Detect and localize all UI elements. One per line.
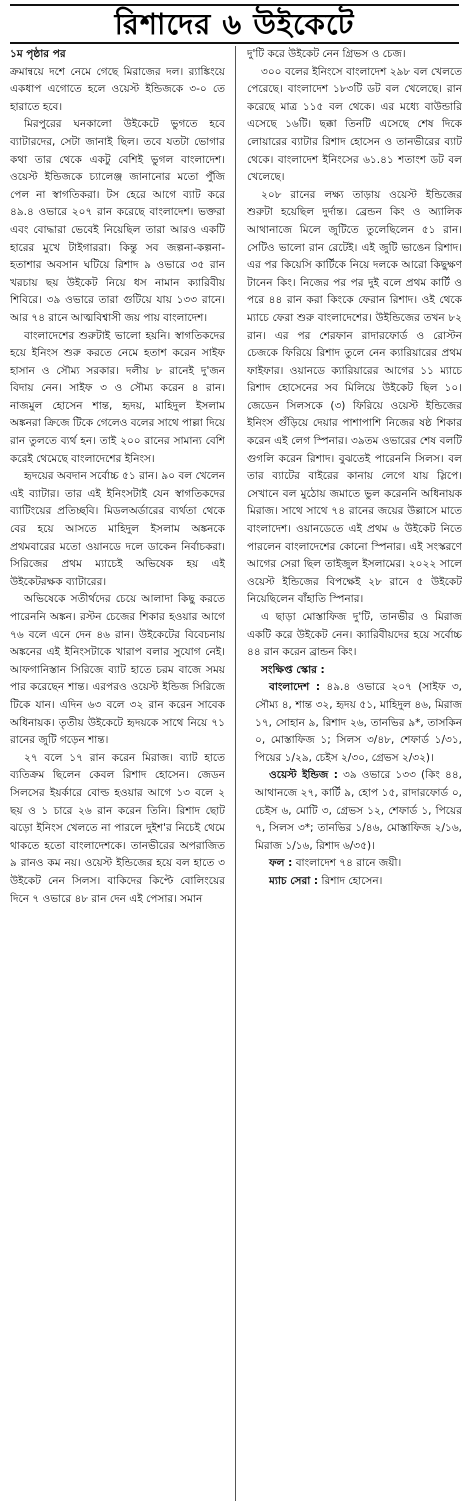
article-paragraph: এ ছাড়া মোস্তাফিজ দু'টি, তানভীর ও মিরাজ একটি করে উইকেট নেন। ক্যারিবীয়দের হয়ে সর্বোচ্চ ৪৪ রান করেন ব্রান্ডন কিং।: [247, 611, 462, 659]
column-divider: [235, 46, 236, 1501]
paragraph-text: ক্রমান্বয়ে দশে নেমে গেছে মিরাজের দল। র‍্যাঙ্কিংয়ে একধাপ এগোতে হলে ওয়েস্ট ইন্ডিজকে ৩-০ তে হারাতে হবে।: [10, 65, 225, 113]
scorecard-result: [247, 855, 462, 873]
result-label: ফল :: [269, 857, 293, 870]
article-column-left: [10, 46, 225, 1501]
team-name: ওয়েস্ট ইন্ডিজ :: [269, 769, 338, 782]
scorecard-westindies: [247, 767, 462, 855]
article-paragraph: অভিষেকে সতীর্থদের চেয়ে আলাদা কিছু করতে পারেননি অঙ্কন। রস্টন চেজের শিকার হওয়ার আগে ৭৬ বলে এনে দেন ৪৬ রান। উইকেটের বিবেচনায় অঙ্কনের এই ইনিংসটাকে খারাপ বলার সুযোগ নেই। আফগানিস্তান সিরিজে ব্যাট হাতে চরম বাজে সময় পার করেছেন শান্ত। এরপরও ওয়েস্ট ইন্ডিজ সিরিজে টিকে যান। এদিন ৬৩ বলে ৩২ রান করেন সাবেক অধিনায়ক। তৃতীয় উইকেটে হৃদয়কে সাথে নিয়ে ৭১ রানের জুটি গড়েন শান্ত।: [10, 593, 225, 747]
headline: রিশাদের ৬ উইকেটে: [10, 4, 459, 44]
article-column-right: [247, 46, 462, 1501]
scorecard-bangladesh: [247, 679, 462, 767]
article-paragraph: [10, 46, 225, 116]
article-paragraph: দু'টি করে উইকেট নেন গ্রিভস ও চেজ।: [247, 48, 406, 60]
article-paragraph: মিরপুরের ঘনকালো উইকেটে ভুগতে হবে ব্যাটারদের, সেটা জানাই ছিল। তবে যতটা ভোগার কথা তার থেকে একটু বেশিই ভুগল বাংলাদেশ। ওয়েস্ট ইন্ডিজকে চ্যালেঞ্জ জানানোর মতো পুঁজি পেল না স্বাগতিকরা। টস হেরে আগে ব্যাট করে ৪৯.৪ ওভারে ২০৭ রান করেছে বাংলাদেশ। ভক্তরা এবং বোদ্ধারা ভেবেই নিয়েছিল তারা আরও একটি হারের মুখে টাইগাররা। কিন্তু সব জল্পনা-কল্পনা-হতাশার অবসান ঘটিয়ে রিশাদ ৯ ওভারে ৩৫ রান খরচায় ছয় উইকেট নিয়ে ধস নামান ক্যারিবীয় শিবিরে। ৩৯ ওভারে তারা গুটিয়ে যায় ১৩৩ রানে। আর ৭৪ রানে আত্মবিশ্বাসী জয় পায় বাংলাদেশ।: [10, 118, 225, 324]
article-paragraph: বাংলাদেশের শুরুটাই ভালো হয়নি। স্বাগতিকদের হয়ে ইনিংস শুরু করতে নেমে হতাশ করেন সাইফ হাসান ও সৌম্য সরকার। দলীয় ৮ রানেই দু'জন বিদায় নেন। সাইফ ৩ ও সৌম্য করেন ৪ রান। নাজমুল হোসেন শান্ত, হৃদয়, মাহিদুল ইসলাম অঙ্কনরা ক্রিজে টিকে গেলেও বলের সাথে পাল্লা দিয়ে রান তুলতে ব্যর্থ হন। তাই ২০০ রানের সামান্য বেশি করেই থেমেছে বাংলাদেশের ইনিংস।: [10, 329, 225, 465]
article-paragraph: ২৭ বলে ১৭ রান করেন মিরাজ। ব্যাট হাতে ব্যতিক্রম ছিলেন কেবল রিশাদ হোসেন। জেডন সিলসের ইয়র্কারে বোল্ড হওয়ার আগে ১৩ বলে ২ ছয় ও ১ চারে ২৬ রান করেন তিনি। রিশাদ ছোট ঝড়ো ইনিংস খেলতে না পারলে দুইশ'র নিচেই থেমে থাকতে হতো বাংলাদেশকে। তানভীরের অপরাজিত ৯ রানও কম নয়। ওয়েস্ট ইন্ডিজের হয়ে বল হাতে ৩ উইকেট নেন সিলস। বাকিদের কিপ্টে বোলিংয়ের দিনে ৭ ওভারে ৪৮ রান দেন এই পেসার। সমান: [10, 751, 225, 905]
article-paragraph: হৃদয়ের অবদান সর্বোচ্চ ৫১ রান। ৯০ বল খেলেন এই ব্যাটার। তার এই ইনিংসটাই যেন স্বাগতিকদের ব্যাটিংয়ের প্রতিচ্ছবি। মিডলঅর্ডারের ব্যর্থতা থেকে বের হয়ে আসতে মাহিদুল ইসলাম অঙ্কনকে প্রথমবারের মতো ওয়ানডে দলে ডাকেন নির্বাচকরা। সিরিজের প্রথম ম্যাচেই অভিষেক হয় এই উইকেটরক্ষক ব্যাটারের।: [10, 470, 225, 588]
mom-label: ম্যাচ সেরা :: [269, 874, 319, 887]
mom-text: রিশাদ হোসেন।: [321, 874, 383, 887]
team-score-text: ৩৯ ওভারে ১৩৩ (কিং ৪৪, আথানজে ২৭, কার্টি ৯, হোপ ১৫, রাদারফোর্ড ০, চেইস ৬, মোটি ৩, গ্রেভস ১২, শেফার্ড ১, পিয়ের ৭, সিলস ৩*; তানভির ১/৪৬, মোস্তাফিজ ২/১৬, মিরাজ ১/১৬, রিশাদ ৬/৩৫)।: [255, 769, 462, 852]
team-score-text: ৪৯.৪ ওভারে ২০৭ (সাইফ ৩, সৌম্য ৪, শান্ত ৩২, হৃদয় ৫১, মাহিদুল ৪৬, মিরাজ ১৭, সোহান ৯, রিশাদ ২৬, তানভির ৯*, তাসকিন ০, মোস্তাফিজ ১; সিলস ৩/৪৮, শেফার্ড ১/৩১, পিয়ের ১/২৯, চেইস ২/৩০, গ্রেভস ২/৩২)।: [255, 681, 462, 764]
scorecard-heading: সংক্ষিপ্ত স্কোর :: [261, 663, 325, 676]
article-paragraph: ২০৮ রানের লক্ষ্য তাড়ায় ওয়েস্ট ইন্ডিজের শুরুটা হয়েছিল দুর্দান্ত। ব্রেন্ডন কিং ও অ্যালিক আথানাজে মিলে জুটিতে তুলেছিলেন ৫১ রান। সেটিও ভালো রান রেটেই। এই জুটি ভাঙেন রিশাদ। এর পর কিয়েসি কার্টিকে নিয়ে দলকে আরো কিছুক্ষণ টানেন কিং। নিজের পর পর দুই বলে প্রথম কার্টি ও পরে ৪৪ রান করা কিংকে ফেরান রিশাদ। ওই থেকে ম্যাচে ফেরা শুরু বাংলাদেশের। উইন্ডিজের তখন ৮২ রান। এর পর শেরফান রাদারফোর্ড ও রোস্টন চেজকে ফিরিয়ে রিশাদ তুলে নেন ক্যারিয়ারের প্রথম ফাইফার। ওয়ানডে ক্যারিয়ারের আগের ১১ ম্যাচে রিশাদ হোসেনের সব মিলিয়ে উইকেট ছিল ১০। জেডেন সিলসকে (৩) ফিরিয়ে ওয়েস্ট ইন্ডিজের ইনিংস গুঁড়িয়ে দেয়ার পাশাপাশি নিজের ষষ্ঠ শিকার করেন এই লেগ স্পিনার। ৩৯তম ওভারের শেষ বলটি গুগলি করেন রিশাদ। বুঝতেই পারেননি সিলস। বল তার ব্যাটের বাইরের কানায় লেগে যায় স্লিপে। সেখানে বল মুঠোয় জমাতে ভুল করেননি অধিনায়ক মিরাজ। সাথে সাথে ৭৪ রানের জয়ের উল্লাসে মাতে বাংলাদেশ। ওয়ানডেতে এই প্রথম ৬ উইকেট নিতে পারলেন বাংলাদেশের কোনো স্পিনার। এই সংস্করণে আগের সেরা ছিল তাইজুল ইসলামের। ২০২২ সালে ওয়েস্ট ইন্ডিজের বিপক্ষেই ২৮ রানে ৫ উইকেট নিয়েছিলেন বাঁহাতি স্পিনার।: [247, 188, 462, 606]
result-text: বাংলাদেশ ৭৪ রানে জয়ী।: [295, 857, 402, 870]
scorecard-man-of-match: [247, 873, 462, 891]
team-name: বাংলাদেশ :: [269, 681, 321, 694]
article-paragraph: ৩০০ বলের ইনিংসে বাংলাদেশ ২৯৮ বল খেলতে পেরেছে। বাংলাদেশ ১৮৩টি ডট বল খেলেছে। রান করেছে মাত্র ১১৫ বল থেকে। এর মধ্যে বাউন্ডারি এসেছে ১৬টি। ছক্কা তিনটি এসেছে শেষ দিকে লোয়ারের ব্যাটার রিশাদ হোসেন ও তানভীরের ব্যাট থেকে। বাংলাদেশ ইনিংসের ৬১.৪১ শতাংশ ডট বল খেলেছে।: [247, 65, 462, 184]
continued-label: ১ম পৃষ্ঠার পর: [10, 48, 66, 60]
